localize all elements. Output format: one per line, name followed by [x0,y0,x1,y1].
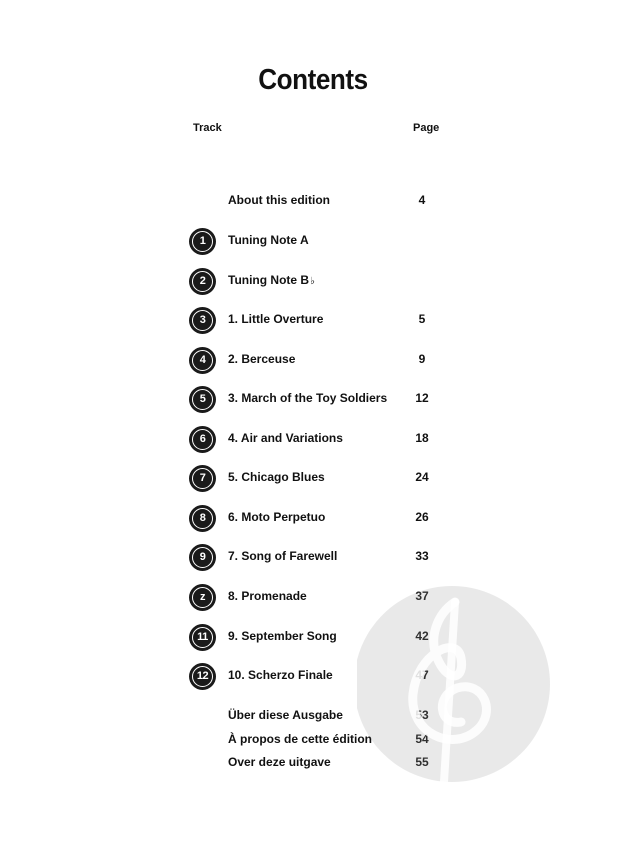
entry-title: 8. Promenade [228,589,307,603]
watermark-text: alle-noten.de [382,775,485,811]
entry-title: Tuning Note B [228,273,310,287]
entry-title: 9. September Song [228,629,337,643]
flat-sign-icon: ♭ [310,276,315,287]
entry-page: 54 [415,732,429,746]
toc-entry-track-1[interactable] [0,230,640,254]
track-number-badge: 7 [189,465,216,492]
toc-entry-track-9[interactable] [0,546,640,570]
entry-title: 6. Moto Perpetuo [228,510,326,524]
entry-page: 4 [418,193,426,207]
track-number-badge: 4 [189,347,216,374]
entry-page: 55 [415,755,429,769]
track-number-badge: 2 [189,268,216,295]
toc-entry-track-7[interactable] [0,467,640,491]
toc-entry-about[interactable] [0,190,640,214]
entry-page: 47 [415,668,429,682]
track-column-header: Track [193,122,222,134]
track-number-badge: 3 [189,307,216,334]
entry-title: 10. Scherzo Finale [228,668,333,682]
entry-title: Tuning Note A [228,233,309,247]
entry-title: 2. Berceuse [228,352,296,366]
entry-title-wrap [228,273,315,287]
entry-title: 4. Air and Variations [228,431,343,445]
svg-text:alle-noten.de [383,776,484,811]
entry-title: About this edition [228,193,330,207]
track-number-badge: 6 [189,426,216,453]
entry-page: 24 [415,470,429,484]
toc-entry-track-8[interactable] [0,507,640,531]
track-number-badge: 1 [189,228,216,255]
entry-title: Über diese Ausgabe [228,708,343,722]
entry-page: 12 [415,391,429,405]
toc-entry-track-3[interactable] [0,309,640,333]
toc-entry-track-5[interactable] [0,388,640,412]
toc-entry-track-2[interactable] [0,270,640,294]
track-number-badge: 9 [189,544,216,571]
entry-page: 53 [415,708,429,722]
entry-title: 5. Chicago Blues [228,470,325,484]
entry-title: À propos de cette édition [228,732,373,746]
toc-entry-track-4[interactable] [0,349,640,373]
entry-title: Over deze uitgave [228,755,331,769]
entry-page: 42 [415,629,429,643]
page-column-header: Page [413,122,440,134]
toc-entry-track-6[interactable] [0,428,640,452]
entry-title: 1. Little Overture [228,312,324,326]
track-number-badge: 12 [189,663,216,690]
page-title: Contents [258,64,368,96]
track-number-badge: z [189,584,216,611]
entry-title: 7. Song of Farewell [228,549,338,563]
watermark [357,584,557,816]
entry-page: 37 [415,589,429,603]
entry-page: 5 [418,312,426,326]
track-number-badge: 11 [189,624,216,651]
entry-page: 18 [415,431,429,445]
entry-page: 9 [418,352,426,366]
entry-page: 33 [415,549,429,563]
entry-page: 26 [415,510,429,524]
entry-title: 3. March of the Toy Soldiers [228,391,388,405]
track-number-badge: 5 [189,386,216,413]
track-number-badge: 8 [189,505,216,532]
